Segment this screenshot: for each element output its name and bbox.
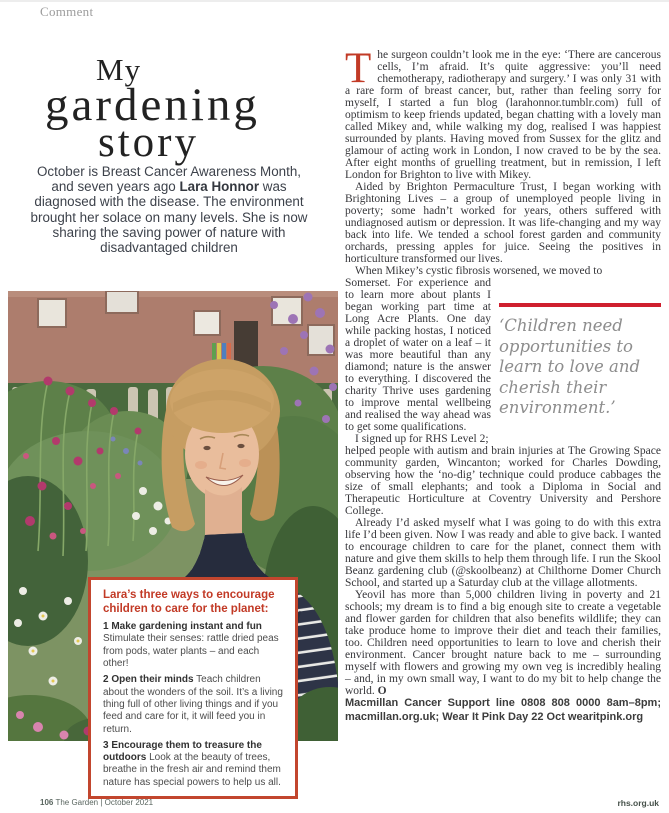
tip-item-3	[103, 740, 283, 789]
page-top-rule	[0, 0, 669, 2]
pull-quote	[499, 277, 661, 445]
tips-heading: Lara’s three ways to encourage children to care for the planet:	[103, 589, 275, 615]
intro-subject-name: Lara Honnor	[179, 179, 260, 195]
intro-text-before: October is Breast Cancer Awareness Month, and seven years ago	[37, 164, 301, 195]
intro-text-after: was diagnosed with the disease. The environment brought her solace on many levels. She is now sharing the saving power of nature with disadvantaged children	[30, 179, 308, 256]
footer-magazine-name: The Garden | October 2021	[53, 798, 154, 807]
pull-quote-rule	[499, 303, 661, 307]
tip-1-lead: 1 Make gardening instant and fun	[103, 621, 262, 633]
end-mark: O	[377, 685, 387, 697]
page-title-line-3: story	[98, 119, 199, 166]
tip-3-lead: 3 Encourage them to treasure the outdoors	[103, 739, 262, 764]
narrow-text-column	[345, 277, 491, 445]
footer-page-number: 106	[40, 798, 54, 807]
article-paragraph-5: Already I’d asked myself what I was going to do with this extra life I’d been given. Now I was ready and able to give back. I wanted to encourage children to care for the planet, connect them with nature and give them skills to help them through life. I run the Skool Beanz gardening club (@skoolbeanz) at Chilthorne Domer Church School, and started up a Saturday club at the village allotments.	[345, 517, 661, 589]
tip-2-text: Teach children about the wonders of the soil. It’s a living thing full of other living things and if you feed and care for it, it will feed you in return.	[103, 674, 283, 735]
article-paragraph-1	[345, 45, 661, 181]
paragraph-1-text: he surgeon couldn’t look me in the eye: ‘There are cancerous cells, I’m afraid. It’s quite aggressive: you’ll need chemotherapy, radiotherapy and surgery.’ I was only 31 with a rare form of breast cancer, but, rather than feeling sorry for myself, I started a fun blog (larahonnor.tumblr.com) full of optimism to keep friends updated, began chatting with a lovely man called Mikey and, while walking my dog, realised I was happiest surrounded by plants. Having moved from Sussex for the glitz and glamour of acting work in London, I now craved to be by the sea. After eight months of gruelling treatment, but in remission, I left London for Brighton to live with Mikey.	[345, 49, 661, 181]
article-paragraph-2: Aided by Brighton Permaculture Trust, I began working with Brightoning Lives – a group of unemployed people living in poverty; some hadn’t worked for years, others suffered with undiagnosed autism or depression. It was life-changing and my way back into life. We tended a school forest garden and community orchards, pressing apples for juice. Seeing the positives in horticulture transformed our lives.	[345, 181, 661, 265]
page-title-line-1: My	[96, 52, 142, 87]
tip-item-2	[103, 674, 283, 735]
footer-site-url: rhs.org.uk	[617, 798, 659, 808]
section-label: Comment	[40, 4, 94, 19]
article-paragraph-3-lead: When Mikey’s cystic fibrosis worsened, we moved to	[355, 265, 603, 277]
tip-item-1	[103, 621, 283, 670]
intro-paragraph	[27, 164, 311, 255]
pull-quote-text: ‘Children need opportunities to learn to love and cherish their environment.’	[499, 316, 641, 417]
article-paragraph-4-start: I signed up for RHS Level 2;	[355, 433, 489, 445]
tips-box	[88, 577, 298, 799]
drop-cap: T	[345, 45, 372, 92]
paragraph-6-text: Yeovil has more than 5,000 children living in poverty and 21 schools; my dream is to find a big enough site to create a vegetable and flower garden for children that also benefits wildlife; they can take produce home to improve their diet and teach their families, too. Children need opportunities to learn to love and cherish their environment. Cancer brought nature back to me – surrounding myself with flowers and growing my own veg is incredibly healing – and, in my own small way, I want to do my bit to help change the world.	[345, 589, 661, 697]
footer-page-info	[40, 798, 153, 807]
article-paragraph-4-rest: helped people with autism and brain injuries at The Growing Space community garden, Wincanton; worked for Charles Dowding, observing how the ‘no-dig’ technique could produce cabbages the size of small elephants; and took a Diploma in Social and Therapeutic Horticulture at Coventry University and Pershore College.	[345, 445, 661, 517]
tip-1-text: Stimulate their senses: rattle dried peas from pods, water plants – and each other!	[103, 633, 279, 670]
article-paragraph-6	[345, 589, 661, 697]
tip-2-lead: 2 Open their minds	[103, 674, 194, 686]
quote-wrap-row	[345, 277, 661, 445]
support-info-line: Macmillan Cancer Support line 0808 808 0000 8am–8pm; macmillan.org.uk; Wear It Pink Day 22 Oct wearitpink.org	[345, 697, 661, 723]
article-paragraph-3-narrow: Somerset. For experience and to learn more about plants I began working part time at Long Acre Plants. One day while packing hostas, I noticed a droplet of water on a leaf – it was more beautiful than any diamond; nature is the answer to everything. I discovered the charity Thrive uses gardening to improve mental wellbeing and realised the way ahead was to get some qualifications.	[345, 277, 491, 433]
tip-3-text: Look at the beauty of trees, breathe in the fresh air and remind them nature has special powers to help us all.	[103, 752, 281, 788]
page-title-line-2: gardening	[45, 79, 260, 131]
article-body	[345, 45, 661, 724]
